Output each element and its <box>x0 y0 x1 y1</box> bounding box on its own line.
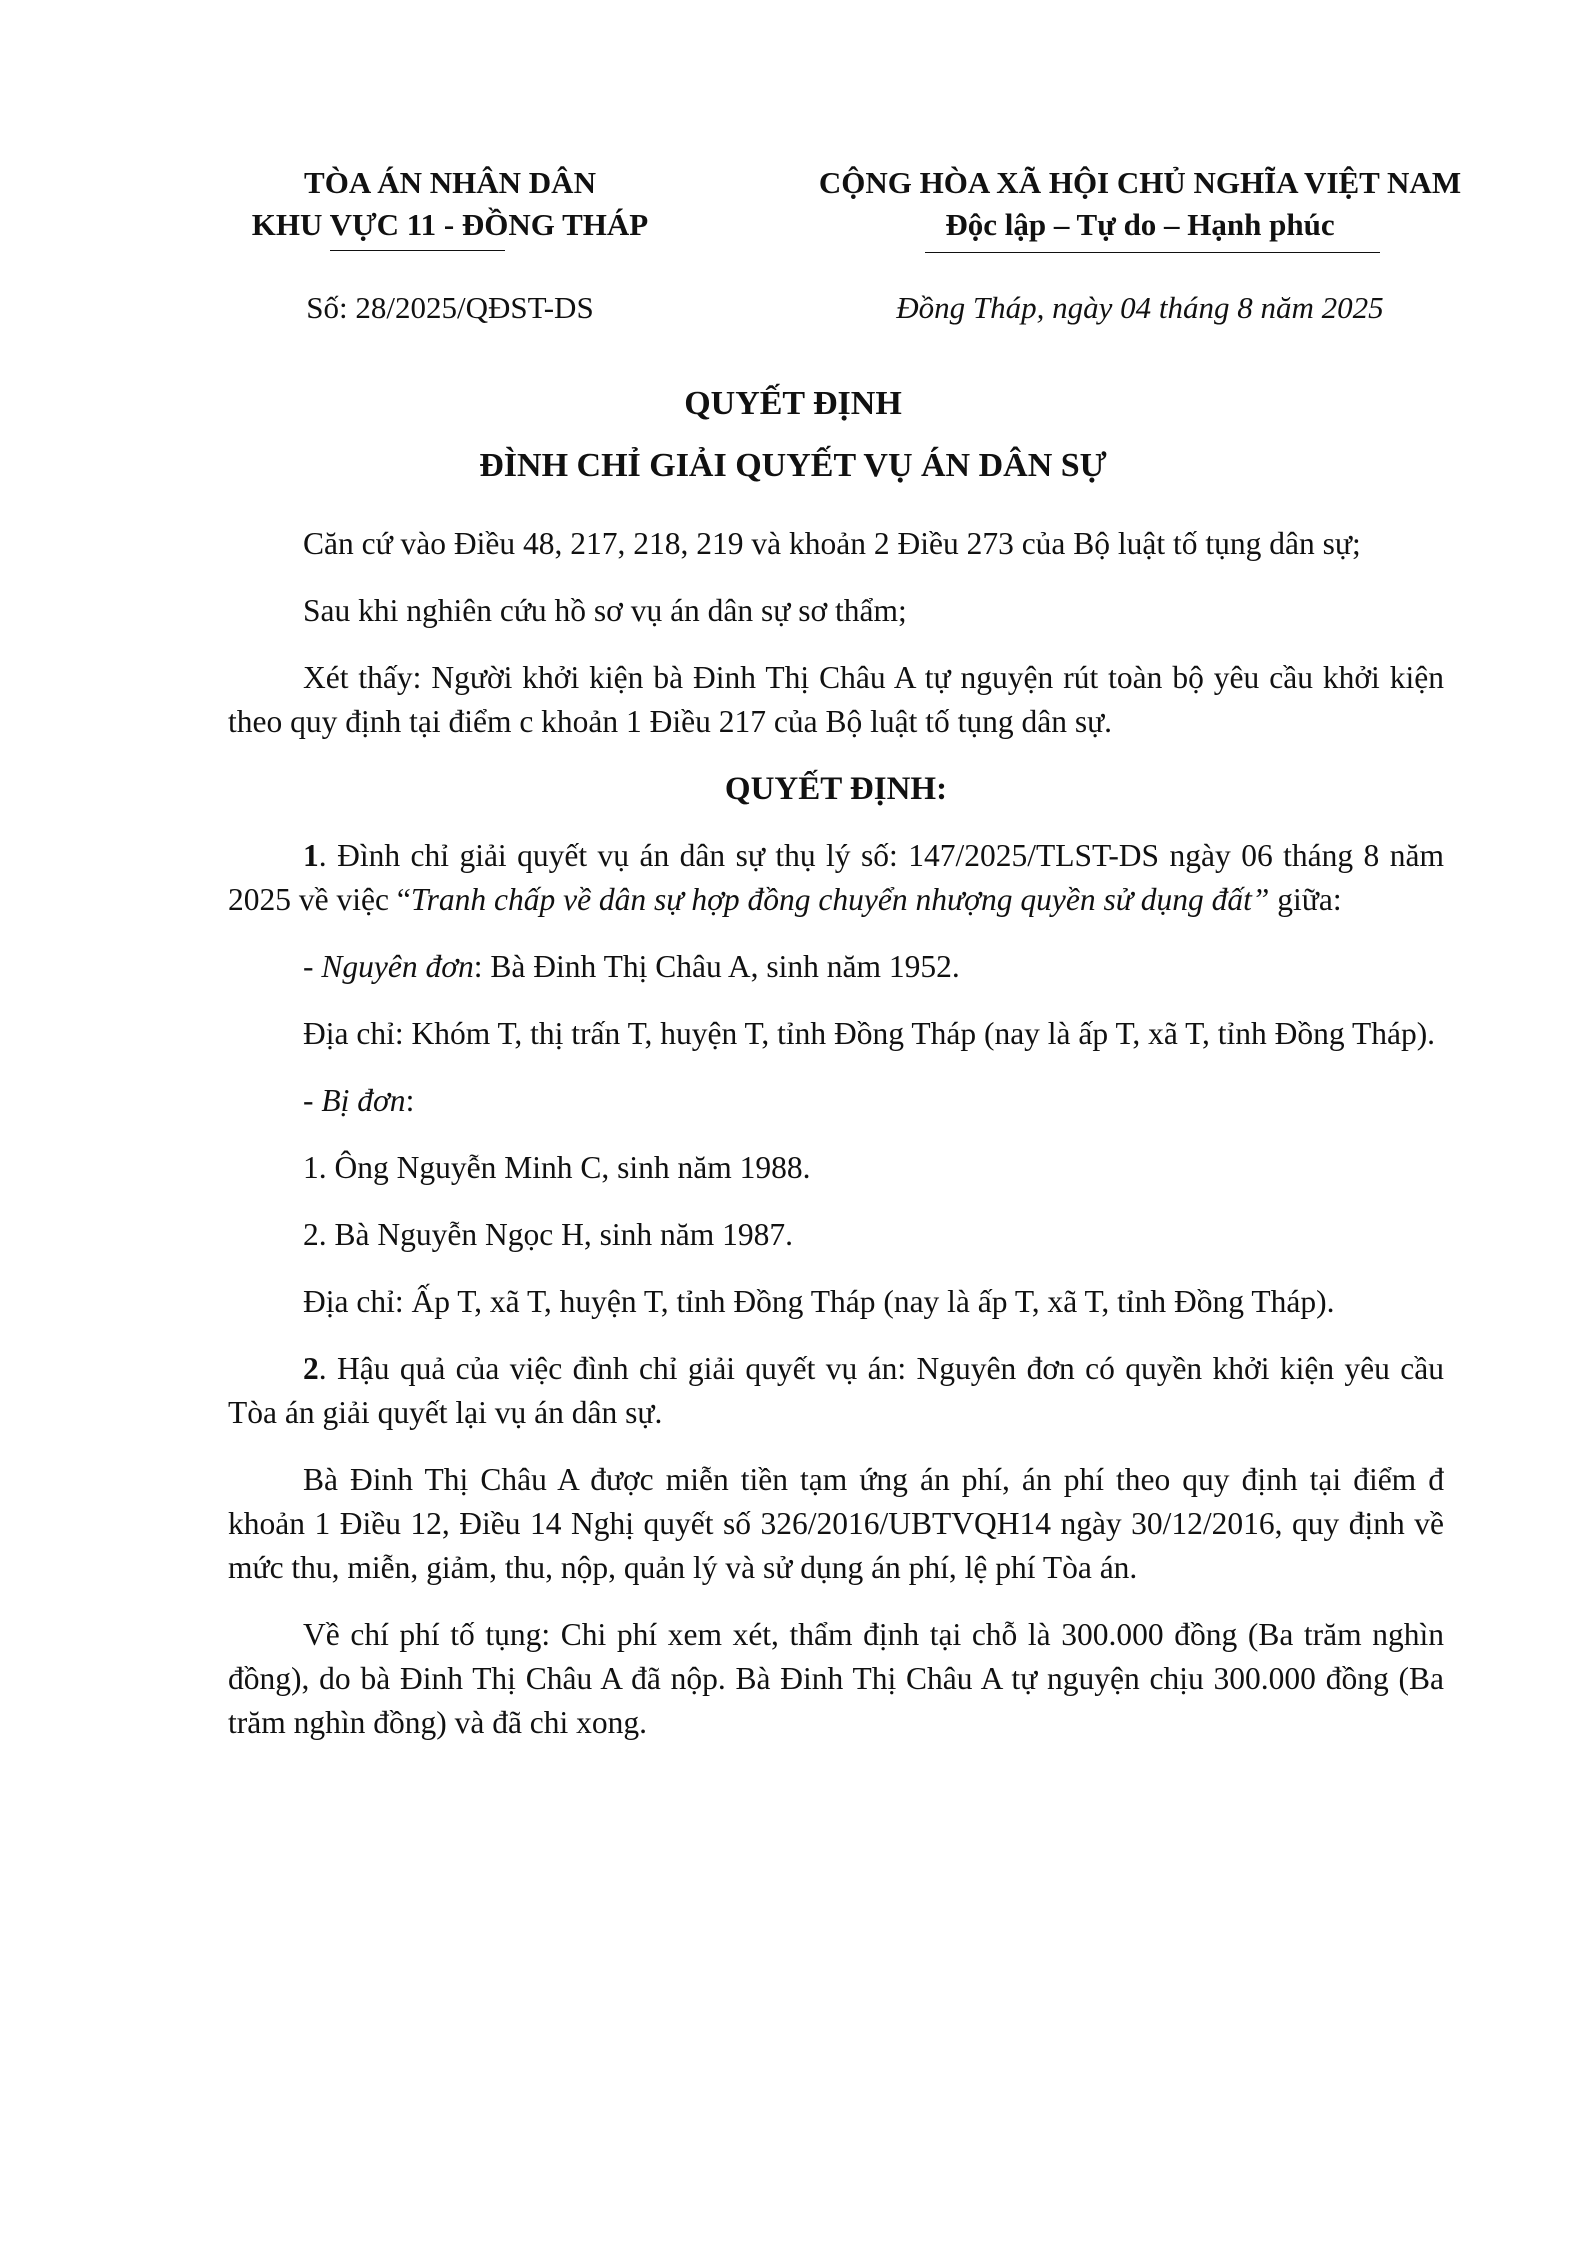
decision-heading: QUYẾT ĐỊNH: <box>724 771 948 807</box>
dash: - <box>303 1083 322 1118</box>
item-2-text: . Hậu quả của việc đình chỉ giải quyết vụ án: Nguyên đơn có quyền khởi kiện yêu cầu Tòa án giải quyết lại vụ án dân sự. <box>228 1351 1444 1430</box>
document-title: QUYẾT ĐỊNH <box>684 385 902 422</box>
national-header <box>760 162 1520 246</box>
item-number: 1 <box>303 838 319 873</box>
fee-exemption-paragraph: Bà Đinh Thị Châu A được miễn tiền tạm ứng án phí, án phí theo quy định tại điểm đ khoản 1 Điều 12, Điều 14 Nghị quyết số 326/2016/UBTVQH14 ngày 30/12/2016, quy định về mức thu, miễn, giảm, thu, nộp, quản lý và sử dụng án phí, lệ phí Tòa án. <box>228 1462 1444 1585</box>
item-1-text: . Đình chỉ giải quyết vụ án dân sự thụ lý số: 147/2025/TLST-DS ngày 06 tháng 8 năm 2025 về việc “ <box>228 838 1444 917</box>
defendant-label: Bị đơn <box>321 1083 406 1118</box>
decision-item-1 <box>228 834 1444 922</box>
plaintiff-paragraph <box>228 945 1444 989</box>
item-number: 2 <box>303 1351 319 1386</box>
court-name: TÒA ÁN NHÂN DÂN <box>304 165 596 200</box>
court-header <box>205 162 695 246</box>
plaintiff-text: : Bà Đinh Thị Châu A, sinh năm 1952. <box>473 949 960 984</box>
legal-basis-paragraph: Căn cứ vào Điều 48, 217, 218, 219 và khoản 2 Điều 273 của Bộ luật tố tụng dân sự; <box>303 526 1361 561</box>
defendant-1: 1. Ông Nguyễn Minh C, sinh năm 1988. <box>303 1150 811 1185</box>
defendant-2: 2. Bà Nguyễn Ngọc H, sinh năm 1987. <box>303 1217 793 1252</box>
study-paragraph: Sau khi nghiên cứu hồ sơ vụ án dân sự sơ thẩm; <box>303 593 907 628</box>
defendant-address: Địa chỉ: Ấp T, xã T, huyện T, tỉnh Đồng Tháp (nay là ấp T, xã T, tỉnh Đồng Tháp). <box>303 1284 1335 1319</box>
court-header-underline <box>330 250 505 251</box>
court-region: KHU VỰC 11 - ĐỒNG THÁP <box>251 207 649 242</box>
document-subtitle: ĐÌNH CHỈ GIẢI QUYẾT VỤ ÁN DÂN SỰ <box>479 447 1107 484</box>
motto-underline <box>925 252 1380 253</box>
document-body <box>228 522 1444 1768</box>
defendant-heading <box>228 1079 1444 1123</box>
finding-paragraph: Xét thấy: Người khởi kiện bà Đinh Thị Châu A tự nguyện rút toàn bộ yêu cầu khởi kiện theo quy định tại điểm c khoản 1 Điều 217 của Bộ luật tố tụng dân sự. <box>228 660 1444 739</box>
nation-name: CỘNG HÒA XÃ HỘI CHỦ NGHĨA VIỆT NAM <box>818 165 1462 200</box>
item-1-tail: giữa: <box>1269 882 1342 917</box>
dash: - <box>303 949 322 984</box>
plaintiff-address: Địa chỉ: Khóm T, thị trấn T, huyện T, tỉnh Đồng Tháp (nay là ấp T, xã T, tỉnh Đồng Tháp). <box>303 1016 1436 1051</box>
procedure-costs-paragraph: Về chí phí tố tụng: Chi phí xem xét, thẩm định tại chỗ là 300.000 đồng (Ba trăm nghìn đồng), do bà Đinh Thị Châu A đã nộp. Bà Đinh Thị Châu A tự nguyện chịu 300.000 đồng (Ba trăm nghìn đồng) và đã chi xong. <box>228 1617 1444 1740</box>
document-number: Số: 28/2025/QĐST-DS <box>306 290 594 325</box>
nation-motto: Độc lập – Tự do – Hạnh phúc <box>945 207 1335 242</box>
case-title: Tranh chấp về dân sự hợp đồng chuyển nhượng quyền sử dụng đất” <box>410 882 1270 917</box>
decision-item-2 <box>228 1347 1444 1435</box>
document-date: Đồng Tháp, ngày 04 tháng 8 năm 2025 <box>896 290 1384 325</box>
colon: : <box>405 1083 415 1118</box>
plaintiff-label: Nguyên đơn <box>321 949 474 984</box>
